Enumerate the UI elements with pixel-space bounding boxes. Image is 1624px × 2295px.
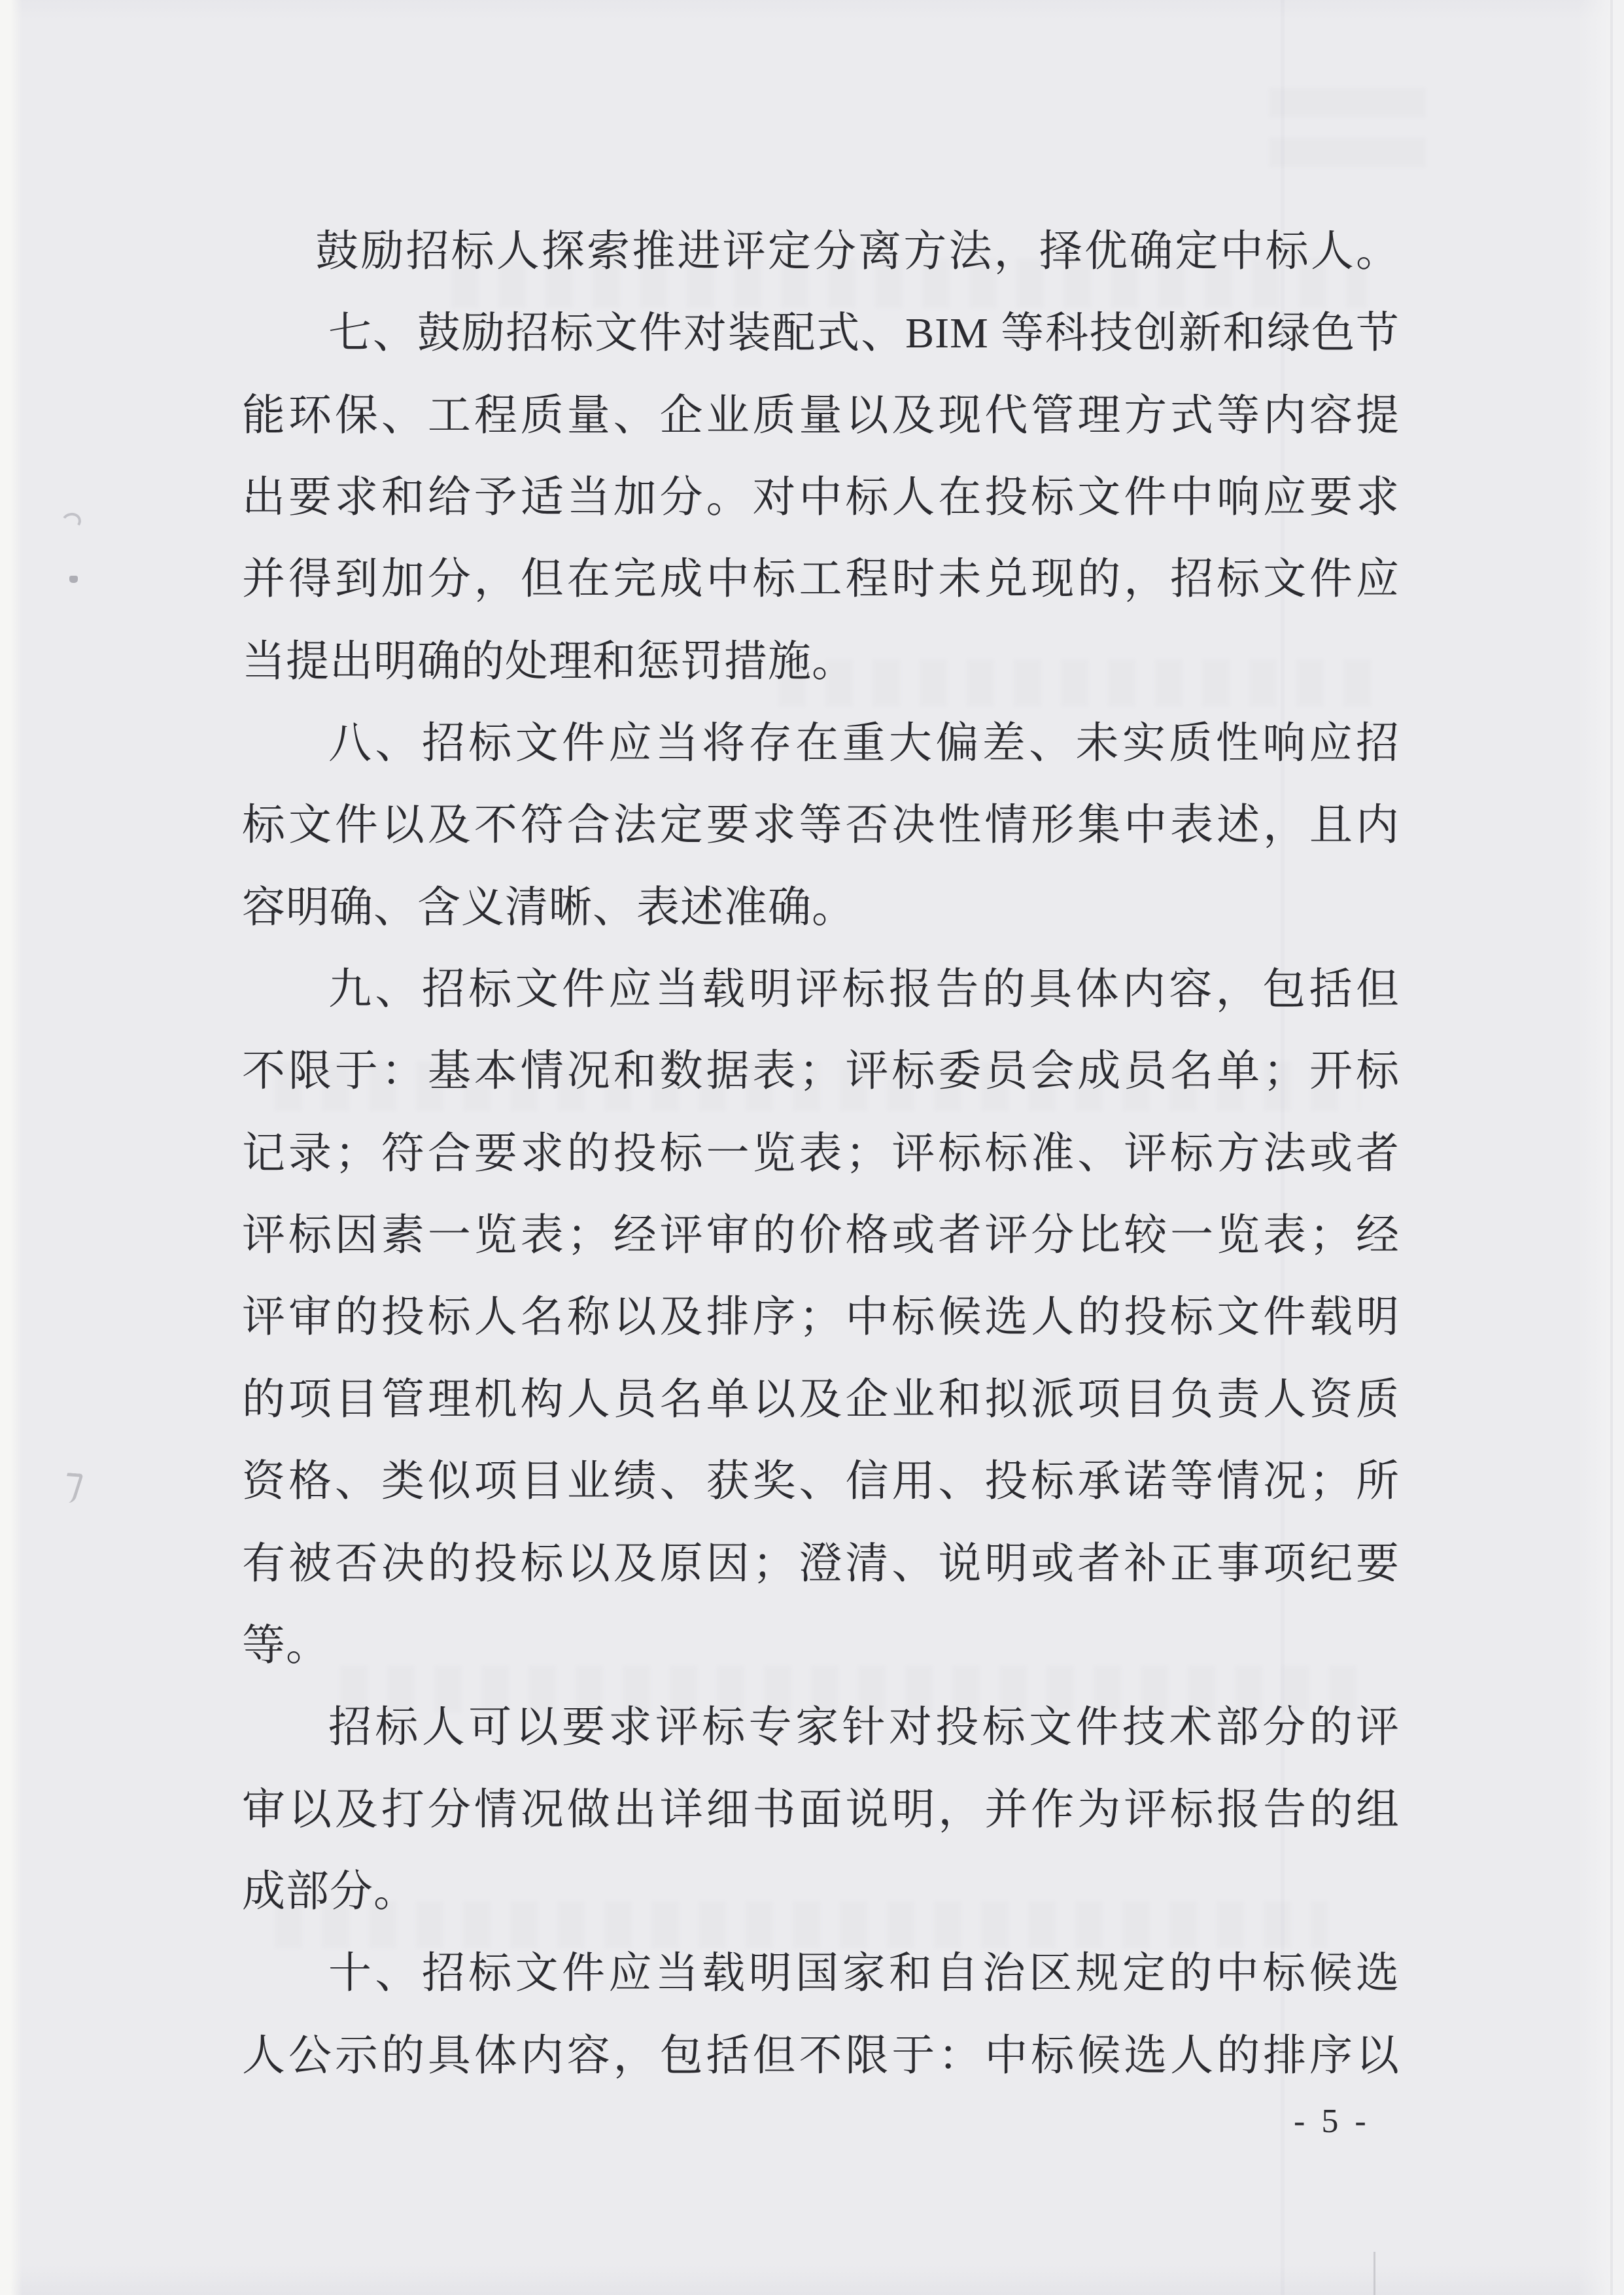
text-line: 资格、类似项目业绩、获奖、信用、投标承诺等情况；所 — [242, 1458, 1400, 1506]
text-line: 十、招标文件应当载明国家和自治区规定的中标候选 — [328, 1950, 1400, 1998]
paper-edge-shading — [1610, 0, 1613, 2295]
text-line: 审以及打分情况做出详细书面说明，并作为评标报告的组 — [242, 1785, 1400, 1834]
page-number: - 5 - — [1294, 2103, 1370, 2140]
text-line: 成部分。 — [242, 1867, 417, 1916]
smudge-artifact — [60, 511, 83, 532]
text-line: 等。 — [242, 1621, 330, 1670]
text-line: 并得到加分，但在完成中标工程时未兑现的，招标文件应 — [242, 555, 1400, 604]
text-line: 七、鼓励招标文件对装配式、BIM 等科技创新和绿色节 — [328, 309, 1400, 358]
speck-artifact — [69, 576, 78, 583]
text-line: 记录；符合要求的投标一览表；评标标准、评标方法或者 — [242, 1129, 1400, 1178]
bleedthrough-artifact — [1269, 88, 1426, 173]
text-line: 评审的投标人名称以及排序；中标候选人的投标文件载明 — [242, 1293, 1400, 1342]
text-line: 鼓励招标人探索推进评定分离方法，择优确定中标人。 — [315, 228, 1400, 275]
text-line: 评标因素一览表；经评审的价格或者评分比较一览表；经 — [242, 1212, 1400, 1260]
text-line: 出要求和给予适当加分。对中标人在投标文件中响应要求 — [242, 474, 1400, 522]
text-line: 标文件以及不符合法定要求等否决性情形集中表述，且内 — [242, 801, 1400, 850]
pencil-mark-artifact — [58, 1473, 84, 1503]
crease-line-artifact — [1373, 2252, 1375, 2295]
text-line: 不限于：基本情况和数据表；评标委员会成员名单；开标 — [242, 1047, 1400, 1096]
text-line: 的项目管理机构人员名单以及企业和拟派项目负责人资质 — [242, 1375, 1400, 1424]
text-line: 有被否决的投标以及原因；澄清、说明或者补正事项纪要 — [242, 1539, 1400, 1588]
text-line: 人公示的具体内容，包括但不限于：中标候选人的排序以 — [242, 2031, 1400, 2080]
text-line: 八、招标文件应当将存在重大偏差、未实质性响应招 — [328, 720, 1400, 768]
text-line: 容明确、含义清晰、表述准确。 — [242, 883, 855, 932]
text-line: 招标人可以要求评标专家针对投标文件技术部分的评 — [328, 1704, 1400, 1752]
text-line: 能环保、工程质量、企业质量以及现代管理方式等内容提 — [242, 391, 1400, 440]
text-line: 九、招标文件应当载明评标报告的具体内容，包括但 — [328, 966, 1400, 1014]
text-line: 当提出明确的处理和惩罚措施。 — [242, 637, 855, 686]
document-text — [242, 211, 1400, 2097]
